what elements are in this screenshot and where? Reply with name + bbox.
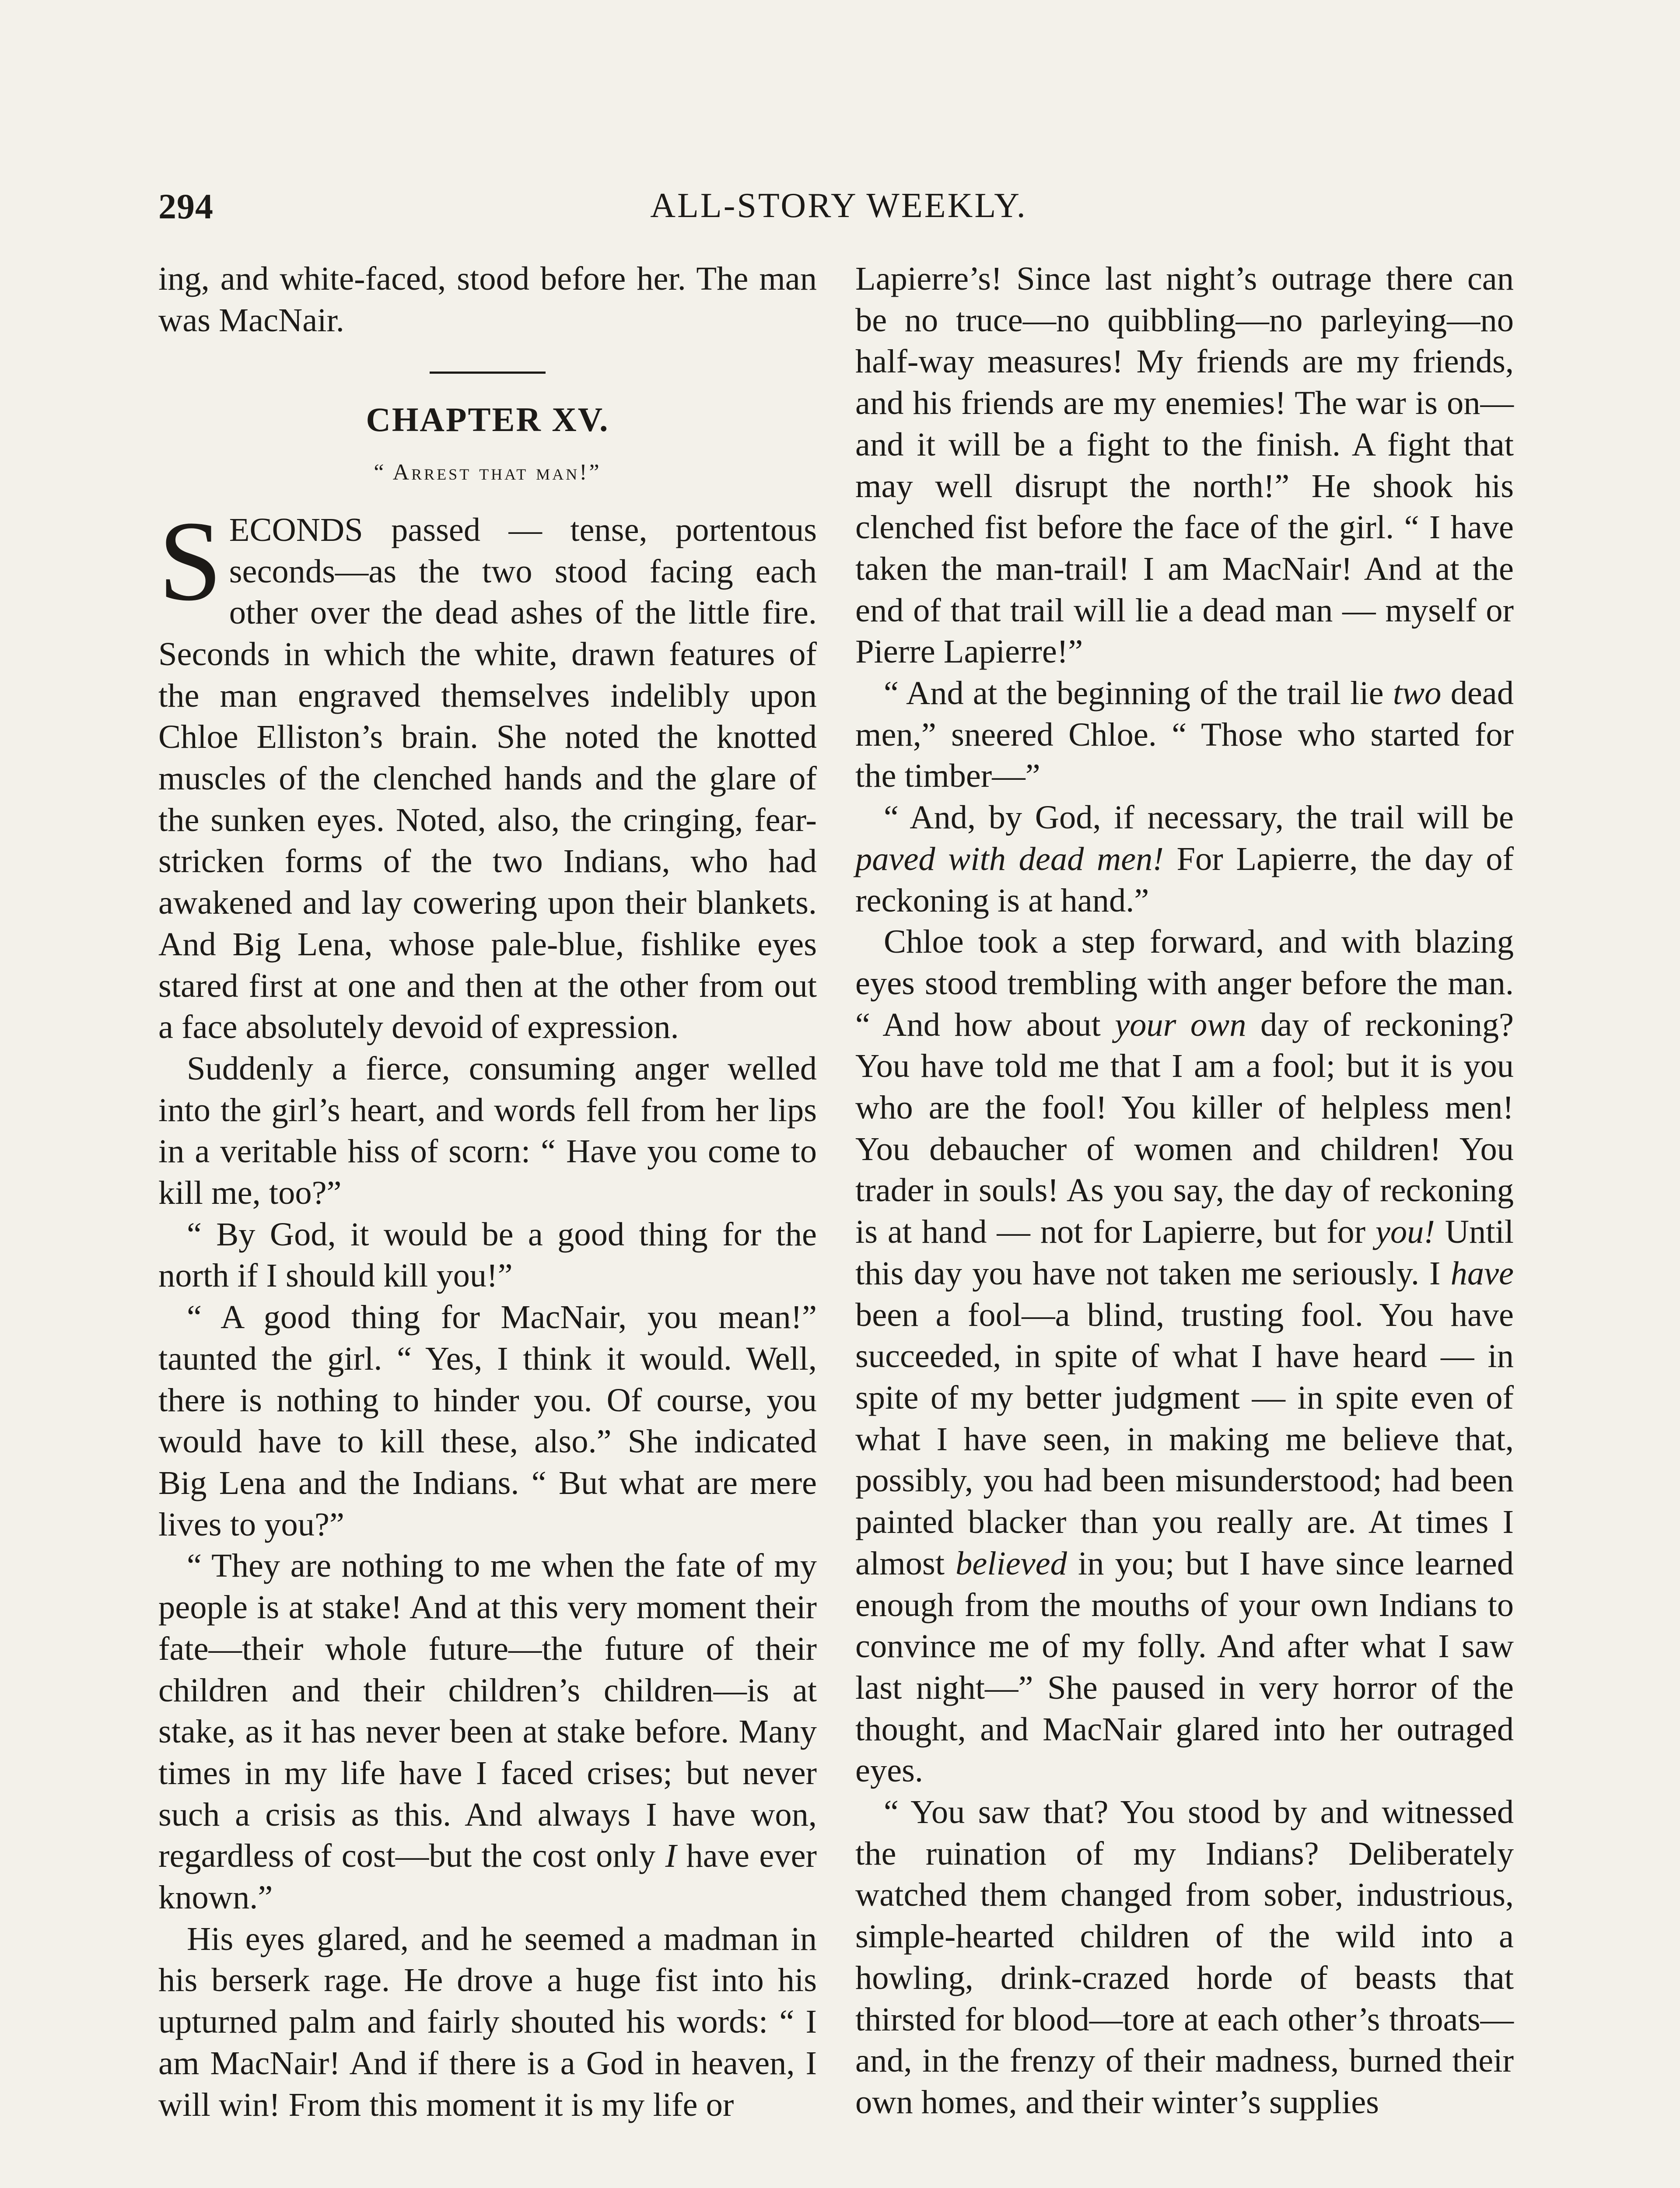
left-column [158,258,817,2125]
paragraph-text: ECONDS passed — tense, portentous seconds—as the two stood facing each other over the dead ashes of the little fire. Seconds in which the white, drawn features of the man engraved themselves indelibly upon Chloe Elliston’s brain. She noted the knotted muscles of the clenched hands and the glare of the sunken eyes. Noted, also, the cringing, fear-stricken forms of the two Indians, who had awakened and lay cowering upon their blankets. And Big Lena, whose pale-blue, fishlike eyes stared first at one and then at the other from out a face absolutely devoid of expression. [158,511,817,1046]
paragraph [158,1545,817,1918]
paragraph-text: been a fool—a blind, trusting fool. You have succeeded, in spite of what I have heard — in spite of my better judgment — in spite even of what I have seen, in making me believe that, possibly, you had been misunderstood; had been painted blacker than you really are. At times I almost [855,1296,1514,1582]
continued-paragraph: ing, and white-faced, stood before her. The man was MacNair. [158,260,817,339]
paragraph-text: For Lapierre, the day of reckoning is at hand.” [855,840,1514,919]
paragraph [158,497,817,1048]
italic-text: have [1450,1254,1514,1292]
running-title: ALL-STORY WEEKLY. [650,186,1027,225]
paragraph: “ You saw that? You stood by and witnessed the ruination of my Indians? Deliberately watched them changed from sober, industrious, simple-hearted children of the wild into a howling, drink-crazed horde of beasts that thirsted for blood—tore at each other’s throats—and, in the frenzy of their madness, burned their own homes, and their winter’s supplies [855,1793,1514,2121]
italic-text: two [1393,674,1442,712]
paragraph-text: Until this day you have not taken me seriously. I [855,1213,1514,1292]
section-divider [430,372,546,374]
paragraph-text: dead men,” sneered Chloe. “ Those who started for the timber—” [855,674,1514,795]
paragraph-text: “ And, by God, if necessary, the trail will be [884,799,1514,836]
italic-text: your own [1115,1006,1246,1043]
chapter-title: CHAPTER XV. [366,400,609,439]
paragraph-text: “ And at the beginning of the trail lie [884,674,1393,712]
paragraph [855,797,1514,921]
paragraph [855,921,1514,1792]
paragraph: Suddenly a fierce, consuming anger welled into the girl’s heart, and words fell from her lips in a veritable hiss of scorn: “ Have you come to kill me, too?” [158,1049,817,1212]
page-number: 294 [158,186,214,226]
drop-cap: S [158,497,222,624]
italic-text: you! [1375,1213,1435,1251]
continued-paragraph: Lapierre’s! Since last night’s outrage there can be no truce—no quibbling—no parleying—no half-way measures! My friends are my friends, and his friends are my enemies! The war is on—and it will be a fight to the finish. A fight that may well disrupt the north!” He shook his clenched fist before the face of the girl. “ I have taken the man-trail! I am MacNair! And at the end of that trail will lie a dead man — myself or Pierre Lapierre!” [855,260,1514,670]
paragraph-text: have ever known.” [158,1837,817,1916]
paragraph: His eyes glared, and he seemed a madman in his berserk rage. He drove a huge fist into his upturned palm and fairly shouted his words: “ I am MacNair! And if there is a God in heaven, I will win! From this moment it is my life or [158,1920,817,2123]
italic-text: paved with dead men! [855,840,1164,877]
right-column [855,258,1514,2123]
chapter-subtitle: “ Arrest that man!” [374,460,602,485]
paragraph: “ A good thing for MacNair, you mean!” taunted the girl. “ Yes, I think it would. Well, there is nothing to hinder you. Of course, you would have to kill these, also.” She indicated Big Lena and the Indians. “ But what are mere lives to you?” [158,1298,817,1543]
paragraph-text: “ They are nothing to me when the fate of my people is at stake! And at this very moment their fate—their whole future—the future of their children and their children’s children—is at stake, as it has never been at stake before. Many times in my life have I faced crises; but never such a crisis as this. And always I have won, regardless of cost—but the cost only [158,1547,817,1875]
paragraph-text: day of reckoning? You have told me that I am a fool; but it is you who are the fool! You killer of helpless men! You debaucher of women and children! You trader in souls! As you say, the day of reckoning is at hand — not for Lapierre, but for [855,1006,1514,1251]
page-header [158,186,1519,234]
paragraph-text: in you; but I have since learned enough from the mouths of your own Indians to convince me of my folly. And after what I saw last night—” She paused in very horror of the thought, and MacNair glared into her outraged eyes. [855,1544,1514,1789]
italic-text: I [665,1837,677,1875]
italic-text: believed [956,1544,1067,1582]
paragraph [855,673,1514,797]
paragraph-text: Chloe took a step forward, and with blazing eyes stood trembling with anger before the man. “ And how about [855,923,1514,1043]
paragraph: “ By God, it would be a good thing for the north if I should kill you!” [158,1215,817,1294]
